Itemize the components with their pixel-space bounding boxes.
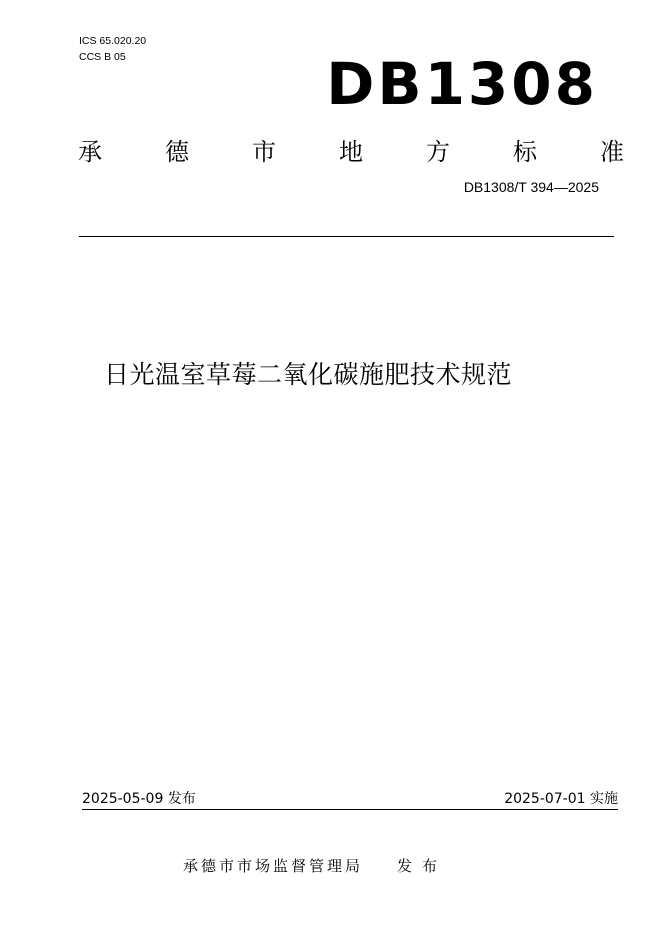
publish-date: 2025-05-09 发布: [82, 791, 196, 807]
footer-divider: [82, 809, 618, 810]
ics-code: ICS 65.020.20: [79, 35, 147, 47]
document-title: 日光温室草莓二氧化碳施肥技术规范: [104, 360, 513, 389]
implementation-date: 2025-07-01 实施: [504, 791, 618, 807]
standard-type-char: 方: [426, 138, 450, 166]
issue-action: 发布: [397, 857, 448, 875]
standard-type-char: 准: [600, 138, 624, 166]
standard-type-char: 德: [165, 138, 189, 166]
standard-type-title: [78, 134, 624, 170]
ccs-code: CCS B 05: [79, 51, 126, 63]
standard-type-char: 地: [339, 138, 363, 166]
issuing-authority: 承德市市场监督管理局: [183, 857, 364, 875]
db-mark: DB1308: [326, 50, 598, 118]
date-row: [82, 789, 618, 809]
standard-type-char: 标: [513, 138, 537, 166]
standard-type-char: 承: [78, 138, 102, 166]
standard-number: DB1308/T 394—2025: [463, 179, 599, 195]
issuer-row: [183, 855, 447, 877]
classification-codes: [79, 33, 146, 65]
standard-type-char: 市: [252, 138, 276, 166]
header-divider: [79, 236, 614, 237]
